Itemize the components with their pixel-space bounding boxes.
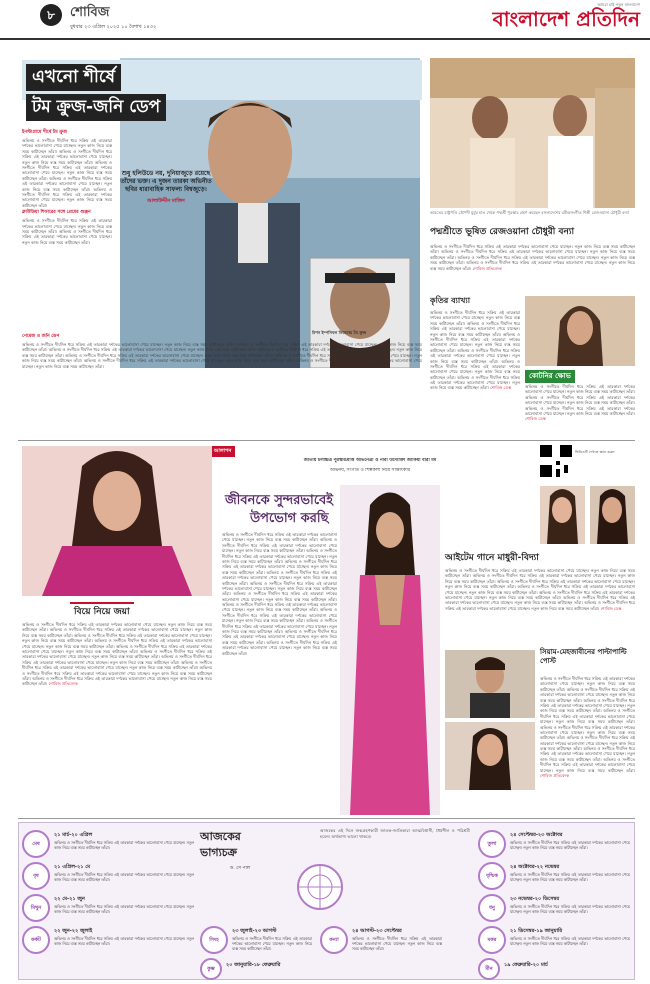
- horoscope-intro: আজকের এই দিনে জন্মগ্রহণকারী জাতক-জাতিকারা আত্মবিশ্বাসী, ধৈর্যশীল ও পরিশ্রমী হবেন। অর্থভাগ্য ভালো থাকবে।: [320, 828, 470, 839]
- sign-dates: ২২ জুন-২২ জুলাই: [54, 928, 93, 934]
- story6-paragraph: অভিনয় ও সংগীতে দীর্ঘদিন ধরে সক্রিয় এই তারকারা দর্শকের ভালোবাসা পেয়ে যাচ্ছেন। নতুন কাজ নিয়ে ব্যস্ত সময় কাটাচ্ছেন তাঁরা।: [22, 627, 212, 638]
- story7-paragraph: অভিনয় ও সংগীতে দীর্ঘদিন ধরে সক্রিয় এই তারকারা দর্শকের ভালোবাসা পেয়ে যাচ্ছেন। নতুন কাজ নিয়ে ব্যস্ত সময় কাটাচ্ছেন তাঁরা।: [445, 568, 635, 579]
- story3-paragraph: অভিনয় ও সংগীতে দীর্ঘদিন ধরে সক্রিয় এই তারকারা দর্শকের ভালোবাসা পেয়ে যাচ্ছেন। নতুন কাজ নিয়ে ব্যস্ত সময় কাটাচ্ছেন তাঁরা।: [430, 310, 520, 326]
- sign-dates: ২২ মে-২১ জুন: [54, 896, 85, 902]
- sign-text: অভিনয় ও সংগীতে দীর্ঘদিন ধরে সক্রিয় এই তারকারা দর্শকের ভালোবাসা পেয়ে যাচ্ছেন। নতুন কাজ নিয়ে ব্যস্ত সময় কাটাচ্ছেন তাঁরা।: [54, 840, 194, 851]
- zodiac-cancer-icon: কর্কট: [22, 926, 50, 954]
- divider: [18, 818, 635, 819]
- story1-paragraph: অভিনয় ও সংগীতে দীর্ঘদিন ধরে সক্রিয় এই তারকারা দর্শকের ভালোবাসা পেয়ে যাচ্ছেন। নতুন কাজ নিয়ে ব্যস্ত সময় কাটাচ্ছেন তাঁরা।: [22, 342, 235, 348]
- divider: [18, 440, 635, 441]
- sign-dates: ২৪ আগস্ট-২৩ সেপ্টেম্বর: [352, 928, 402, 934]
- ad-line-2: অভিনয়, সংগীত ও শিল্পকলা নিয়ে সাক্ষাৎকার: [329, 468, 411, 473]
- story8-paragraph: অভিনয় ও সংগীতে দীর্ঘদিন ধরে সক্রিয় এই তারকারা দর্শকের ভালোবাসা পেয়ে যাচ্ছেন। নতুন কাজ নিয়ে ব্যস্ত সময় কাটাচ্ছেন তাঁরা।: [540, 756, 635, 773]
- zodiac-wheel-icon: [290, 862, 350, 912]
- story8-paragraph: অভিনয় ও সংগীতে দীর্ঘদিন ধরে সক্রিয় এই তারকারা দর্শকের ভালোবাসা পেয়ে যাচ্ছেন। নতুন কাজ নিয়ে ব্যস্ত সময় কাটাচ্ছেন তাঁরা।: [540, 708, 635, 725]
- section-name: শোবিজ: [70, 5, 110, 20]
- story4-paragraph: অভিনয় ও সংগীতে দীর্ঘদিন ধরে সক্রিয় এই তারকারা দর্শকের ভালোবাসা পেয়ে যাচ্ছেন। নতুন কাজ নিয়ে ব্যস্ত সময় কাটাচ্ছেন তাঁরা।: [525, 405, 635, 416]
- story1-paragraph: অভিনয় ও সংগীতে দীর্ঘদিন ধরে সক্রিয় এই তারকারা দর্শকের ভালোবাসা পেয়ে যাচ্ছেন। নতুন কাজ নিয়ে ব্যস্ত সময় কাটাচ্ছেন তাঁরা।: [65, 352, 274, 358]
- story5-paragraph: অভিনয় ও সংগীতে দীর্ঘদিন ধরে সক্রিয় এই তারকারা দর্শকের ভালোবাসা পেয়ে যাচ্ছেন। নতুন কাজ নিয়ে ব্যস্ত সময় কাটাচ্ছেন তাঁরা।: [222, 580, 337, 597]
- logo-tagline: আমরা চাই নতুন বাংলাদেশ: [597, 2, 640, 7]
- story1-paragraph: অভিনয় ও সংগীতে দীর্ঘদিন ধরে সক্রিয় এই তারকারা দর্শকের ভালোবাসা পেয়ে যাচ্ছেন। নতুন কাজ নিয়ে ব্যস্ত সময় কাটাচ্ছেন তাঁরা।: [22, 175, 112, 192]
- kriti-photo: [525, 296, 635, 366]
- story2-caption: ভারতের রাষ্ট্রপতি দ্রৌপদী মুর্মুর হাত থেকে পদ্মশ্রী পুরস্কার গ্রহণ করছেন বাংলাদেশের রবীন্দ্রসংগীত শিল্পী রেজওয়ানা চৌধুরী বন্যা: [430, 210, 630, 215]
- story1-paragraph: অভিনয় ও সংগীতে দীর্ঘদিন ধরে সক্রিয় এই তারকারা দর্শকের ভালোবাসা পেয়ে যাচ্ছেন। নতুন কাজ নিয়ে ব্যস্ত সময় কাটাচ্ছেন তাঁরা।: [22, 342, 422, 353]
- story7-paragraph: অভিনয় ও সংগীতে দীর্ঘদিন ধরে সক্রিয় এই তারকারা দর্শকের ভালোবাসা পেয়ে যাচ্ছেন। নতুন কাজ নিয়ে ব্যস্ত সময় কাটাচ্ছেন তাঁরা।: [445, 600, 635, 611]
- ad-line-1: জাতীয় চলচ্চিত্র পুরস্কারপ্রাপ্ত অভিনেত্রী ও নারী উদ্যোক্তা জাকিয়া বারী মম: [303, 458, 437, 463]
- story5-paragraph: অভিনয় ও সংগীতে দীর্ঘদিন ধরে সক্রিয় এই তারকারা দর্শকের ভালোবাসা পেয়ে যাচ্ছেন। নতুন কাজ নিয়ে ব্যস্ত সময় কাটাচ্ছেন তাঁরা।: [222, 537, 337, 554]
- story6-byline: শোবিজ প্রতিবেদক: [48, 681, 78, 687]
- sign-dates: ২৩ নভেম্বর-২০ ডিসেম্বর: [510, 896, 560, 902]
- story5-paragraph: অভিনয় ও সংগীতে দীর্ঘদিন ধরে সক্রিয় এই তারকারা দর্শকের ভালোবাসা পেয়ে যাচ্ছেন। নতুন কাজ নিয়ে ব্যস্ত সময় কাটাচ্ছেন তাঁরা।: [222, 569, 337, 586]
- story7-paragraph: অভিনয় ও সংগীতে দীর্ঘদিন ধরে সক্রিয় এই তারকারা দর্শকের ভালোবাসা পেয়ে যাচ্ছেন। নতুন কাজ নিয়ে ব্যস্ত সময় কাটাচ্ছেন তাঁরা।: [445, 584, 635, 595]
- story1-paragraph: অভিনয় ও সংগীতে দীর্ঘদিন ধরে সক্রিয় এই তারকারা দর্শকের ভালোবাসা পেয়ে যাচ্ছেন। নতুন কাজ নিয়ে ব্যস্ত সময় কাটাচ্ছেন তাঁরা।: [22, 347, 422, 358]
- zodiac-aries-icon: মেষ: [22, 830, 50, 858]
- story1-subhead-1: ইনস্টাগ্রামে শীর্ষে টম ক্রুজ: [22, 130, 68, 135]
- zodiac-leo-icon: সিংহ: [200, 926, 228, 954]
- sign-dates: ২১ এপ্রিল-২১ মে: [54, 864, 91, 870]
- story7-byline: শোবিজ ডেস্ক: [600, 605, 622, 611]
- story1-caption-1: মিশন ইম্পসিবল সিনেমায় টম ক্রুজ: [312, 330, 367, 335]
- story2-paragraph: অভিনয় ও সংগীতে দীর্ঘদিন ধরে সক্রিয় এই তারকারা দর্শকের ভালোবাসা পেয়ে যাচ্ছেন। নতুন কাজ নিয়ে ব্যস্ত সময় কাটাচ্ছেন তাঁরা।: [430, 249, 635, 260]
- story7-paragraph: অভিনয় ও সংগীতে দীর্ঘদিন ধরে সক্রিয় এই তারকারা দর্শকের ভালোবাসা পেয়ে যাচ্ছেন। নতুন কাজ নিয়ে ব্যস্ত সময় কাটাচ্ছেন তাঁরা।: [445, 573, 635, 584]
- story3-paragraph: অভিনয় ও সংগীতে দীর্ঘদিন ধরে সক্রিয় এই তারকারা দর্শকের ভালোবাসা পেয়ে যাচ্ছেন। নতুন কাজ নিয়ে ব্যস্ত সময় কাটাচ্ছেন তাঁরা।: [430, 320, 520, 337]
- zodiac-virgo-icon: কন্যা: [320, 926, 348, 954]
- joya-photo: [22, 446, 212, 596]
- story5-headline-line2[interactable]: উপভোগ করছি: [250, 511, 329, 526]
- story4-paragraph: অভিনয় ও সংগীতে দীর্ঘদিন ধরে সক্রিয় এই তারকারা দর্শকের ভালোবাসা পেয়ে যাচ্ছেন। নতুন কাজ নিয়ে ব্যস্ত সময় কাটাচ্ছেন তাঁরা।: [525, 394, 635, 406]
- zodiac-libra-icon: তুলা: [478, 830, 506, 858]
- story8-headline[interactable]: সিয়াম-মেহজাবীনের পাল্টাপাল্টি পোস্ট: [540, 648, 627, 666]
- story3-body: [430, 310, 520, 430]
- story6-paragraph: অভিনয় ও সংগীতে দীর্ঘদিন ধরে সক্রিয় এই তারকারা দর্শকের ভালোবাসা পেয়ে যাচ্ছেন। নতুন কাজ নিয়ে ব্যস্ত সময় কাটাচ্ছেন তাঁরা।: [22, 654, 212, 665]
- story3-paragraph: অভিনয় ও সংগীতে দীর্ঘদিন ধরে সক্রিয় এই তারকারা দর্শকের ভালোবাসা পেয়ে যাচ্ছেন। নতুন কাজ নিয়ে ব্যস্ত সময় কাটাচ্ছেন তাঁরা।: [430, 331, 520, 353]
- newspaper-logo[interactable]: বাংলাদেশ প্রতিদিন: [492, 7, 640, 31]
- story4-body: [525, 384, 635, 434]
- horoscope-title-line2: ভাগ্যচক্র: [200, 846, 237, 859]
- story6-headline[interactable]: বিয়ে নিয়ে জয়া: [70, 602, 134, 620]
- story6-body: [22, 622, 212, 812]
- story1-paragraph: অভিনয় ও সংগীতে দীর্ঘদিন ধরে সক্রিয় এই তারকারা দর্শকের ভালোবাসা পেয়ে যাচ্ছেন। নতুন কাজ নিয়ে ব্যস্ত সময় কাটাচ্ছেন তাঁরা।: [48, 347, 257, 353]
- story5-body-left: [222, 532, 337, 812]
- sign-text: অভিনয় ও সংগীতে দীর্ঘদিন ধরে সক্রিয় এই তারকারা দর্শকের ভালোবাসা পেয়ে যাচ্ছেন। নতুন কাজ নিয়ে ব্যস্ত সময় কাটাচ্ছেন তাঁরা।: [352, 936, 442, 952]
- story1-bottom-text: [22, 332, 422, 422]
- story2-byline: শোবিজ প্রতিবেদক: [472, 265, 502, 271]
- sign-dates: ২৩ জুলাই-২৩ আগস্ট: [232, 928, 277, 934]
- zodiac-gemini-icon: মিথুন: [22, 894, 50, 922]
- story7-paragraph: অভিনয় ও সংগীতে দীর্ঘদিন ধরে সক্রিয় এই তারকারা দর্শকের ভালোবাসা পেয়ে যাচ্ছেন। নতুন কাজ নিয়ে ব্যস্ত সময় কাটাচ্ছেন তাঁরা।: [445, 594, 635, 606]
- sign-text: অভিনয় ও সংগীতে দীর্ঘদিন ধরে সক্রিয় এই তারকারা দর্শকের ভালোবাসা পেয়ে যাচ্ছেন। নতুন কাজ নিয়ে ব্যস্ত সময় কাটাচ্ছেন তাঁরা।: [510, 840, 630, 851]
- story2-body: [430, 244, 635, 284]
- story5-paragraph: অভিনয় ও সংগীতে দীর্ঘদিন ধরে সক্রিয় এই তারকারা দর্শকের ভালোবাসা পেয়ে যাচ্ছেন। নতুন কাজ নিয়ে ব্যস্ত সময় কাটাচ্ছেন তাঁরা।: [222, 607, 337, 624]
- sign-dates: ২৪ সেপ্টেম্বর-২৩ অক্টোবর: [510, 832, 563, 838]
- qr-code[interactable]: [540, 445, 572, 477]
- actress-portrait: [340, 485, 440, 815]
- story6-paragraph: অভিনয় ও সংগীতে দীর্ঘদিন ধরে সক্রিয় এই তারকারা দর্শকের ভালোবাসা পেয়ে যাচ্ছেন। নতুন কাজ নিয়ে ব্যস্ত সময় কাটাচ্ছেন তাঁরা।: [22, 648, 212, 660]
- story4-byline: শোবিজ ডেস্ক: [525, 416, 546, 422]
- story1-paragraph: অভিনয় ও সংগীতে দীর্ঘদিন ধরে সক্রিয় এই তারকারা দর্শকের ভালোবাসা পেয়ে যাচ্ছেন। নতুন কাজ নিয়ে ব্যস্ত সময় কাটাচ্ছেন তাঁরা।: [22, 138, 112, 154]
- zodiac-capricorn-icon: মকর: [478, 926, 506, 954]
- sign-dates: ১৯ ফেব্রুয়ারি-২০ মার্চ: [504, 962, 548, 968]
- story8-paragraph: অভিনয় ও সংগীতে দীর্ঘদিন ধরে সক্রিয় এই তারকারা দর্শকের ভালোবাসা পেয়ে যাচ্ছেন। নতুন কাজ নিয়ে ব্যস্ত সময় কাটাচ্ছেন তাঁরা।: [540, 697, 635, 714]
- story2-headline[interactable]: পদ্মশ্রীতে ভূষিত রেজওয়ানা চৌধুরী বন্যা: [430, 227, 575, 237]
- story1-headline-line1[interactable]: এখনো শীর্ষে: [26, 64, 121, 91]
- story5-paragraph: অভিনয় ও সংগীতে দীর্ঘদিন ধরে সক্রিয় এই তারকারা দর্শকের ভালোবাসা পেয়ে যাচ্ছেন। নতুন কাজ নিয়ে ব্যস্ত সময় কাটাচ্ছেন তাঁরা।: [222, 618, 337, 635]
- story8-byline: শোবিজ প্রতিবেদক: [540, 773, 570, 779]
- story1-paragraph: অভিনয় ও সংগীতে দীর্ঘদিন ধরে সক্রিয় এই তারকারা দর্শকের ভালোবাসা পেয়ে যাচ্ছেন। নতুন কাজ নিয়ে ব্যস্ত সময় কাটাচ্ছেন তাঁরা।: [22, 358, 422, 369]
- story6-paragraph: অভিনয় ও সংগীতে দীর্ঘদিন ধরে সক্রিয় এই তারকারা দর্শকের ভালোবাসা পেয়ে যাচ্ছেন। নতুন কাজ নিয়ে ব্যস্ত সময় কাটাচ্ছেন তাঁরা।: [22, 665, 212, 681]
- zodiac-pisces-icon: মীন: [478, 958, 500, 980]
- page-header: [0, 0, 650, 40]
- zodiac-scorpio-icon: বৃশ্চিক: [478, 862, 506, 890]
- mehazabien-photo: [445, 722, 535, 790]
- pull-quote-author: আলাউদ্দীন মাজিদ: [147, 198, 185, 205]
- story1-paragraph: অভিনয় ও সংগীতে দীর্ঘদিন ধরে সক্রিয় এই তারকারা দর্শকের ভালোবাসা পেয়ে যাচ্ছেন। নতুন কাজ নিয়ে ব্যস্ত সময় কাটাচ্ছেন তাঁরা।: [22, 148, 112, 165]
- sign-text: অভিনয় ও সংগীতে দীর্ঘদিন ধরে সক্রিয় এই তারকারা দর্শকের ভালোবাসা পেয়ে যাচ্ছেন। নতুন কাজ নিয়ে ব্যস্ত সময় কাটাচ্ছেন তাঁরা।: [54, 936, 194, 947]
- story6-paragraph: অভিনয় ও সংগীতে দীর্ঘদিন ধরে সক্রিয় এই তারকারা দর্শকের ভালোবাসা পেয়ে যাচ্ছেন। নতুন কাজ নিয়ে ব্যস্ত সময় কাটাচ্ছেন তাঁরা।: [22, 659, 212, 671]
- sign-dates: ২১ ডিসেম্বর-১৯ জানুয়ারি: [510, 928, 563, 934]
- story1-headline-line2[interactable]: টম ক্রুজ-জনি ডেপ: [26, 94, 166, 121]
- story3-paragraph: অভিনয় ও সংগীতে দীর্ঘদিন ধরে সক্রিয় এই তারকারা দর্শকের ভালোবাসা পেয়ে যাচ্ছেন। নতুন কাজ নিয়ে ব্যস্ত সময় কাটাচ্ছেন তাঁরা।: [430, 374, 520, 391]
- story5-paragraph: অভিনয় ও সংগীতে দীর্ঘদিন ধরে সক্রিয় এই তারকারা দর্শকের ভালোবাসা পেয়ে যাচ্ছেন। নতুন কাজ নিয়ে ব্যস্ত সময় কাটাচ্ছেন তাঁরা।: [222, 558, 337, 575]
- sign-text: অভিনয় ও সংগীতে দীর্ঘদিন ধরে সক্রিয় এই তারকারা দর্শকের ভালোবাসা পেয়ে যাচ্ছেন। নতুন কাজ নিয়ে ব্যস্ত সময় কাটাচ্ছেন তাঁরা।: [54, 872, 194, 883]
- story5-paragraph: অভিনয় ও সংগীতে দীর্ঘদিন ধরে সক্রিয় এই তারকারা দর্শকের ভালোবাসা পেয়ে যাচ্ছেন। নতুন কাজ নিয়ে ব্যস্ত সময় কাটাচ্ছেন তাঁরা।: [222, 639, 337, 656]
- story7-paragraph: অভিনয় ও সংগীতে দীর্ঘদিন ধরে সক্রিয় এই তারকারা দর্শকের ভালোবাসা পেয়ে যাচ্ছেন। নতুন কাজ নিয়ে ব্যস্ত সময় কাটাচ্ছেন তাঁরা।: [445, 589, 635, 600]
- story5-headline-line1[interactable]: জীবনকে সুন্দরভাবেই: [225, 493, 334, 508]
- story7-paragraph: অভিনয় ও সংগীতে দীর্ঘদিন ধরে সক্রিয় এই তারকারা দর্শকের ভালোবাসা পেয়ে যাচ্ছেন। নতুন কাজ নিয়ে ব্যস্ত সময় কাটাচ্ছেন তাঁরা।: [445, 578, 635, 590]
- story5-paragraph: অভিনয় ও সংগীতে দীর্ঘদিন ধরে সক্রিয় এই তারকারা দর্শকের ভালোবাসা পেয়ে যাচ্ছেন। নতুন কাজ নিয়ে ব্যস্ত সময় কাটাচ্ছেন তাঁরা।: [222, 602, 337, 613]
- horoscope-title-line1: আজকের: [200, 830, 241, 843]
- pull-quote-text: শুধু হলিউডে নয়, দুনিয়াজুড়ে রয়েছে তাঁদের ভক্ত। এ দুজন তারকা অভিনীত ছবির ধারাবাহিক সাফল্য বিশ্বজুড়ে।: [120, 170, 212, 194]
- story6-paragraph: অভিনয় ও সংগীতে দীর্ঘদিন ধরে সক্রিয় এই তারকারা দর্শকের ভালোবাসা পেয়ে যাচ্ছেন। নতুন কাজ নিয়ে ব্যস্ত সময় কাটাচ্ছেন তাঁরা।: [22, 675, 212, 687]
- qr-label: ভিডিওটি দেখতে স্ক্যান করুন: [575, 450, 615, 454]
- siam-photo: [445, 650, 535, 718]
- pull-quote: [116, 170, 216, 290]
- sign-text: অভিনয় ও সংগীতে দীর্ঘদিন ধরে সক্রিয় এই তারকারা দর্শকের ভালোবাসা পেয়ে যাচ্ছেন। নতুন কাজ নিয়ে ব্যস্ত সময় কাটাচ্ছেন তাঁরা।: [510, 904, 630, 915]
- story8-body: [540, 676, 635, 806]
- sign-text: অভিনয় ও সংগীতে দীর্ঘদিন ধরে সক্রিয় এই তারকারা দর্শকের ভালোবাসা পেয়ে যাচ্ছেন। নতুন কাজ নিয়ে ব্যস্ত সময় কাটাচ্ছেন তাঁরা।: [510, 872, 630, 883]
- story1-paragraph: অভিনয় ও সংগীতে দীর্ঘদিন ধরে সক্রিয় এই তারকারা দর্শকের ভালোবাসা পেয়ে যাচ্ছেন। নতুন কাজ নিয়ে ব্যস্ত সময় কাটাচ্ছেন তাঁরা।: [22, 186, 112, 208]
- zodiac-taurus-icon: বৃষ: [22, 862, 50, 890]
- story3-paragraph: অভিনয় ও সংগীতে দীর্ঘদিন ধরে সক্রিয় এই তারকারা দর্শকের ভালোবাসা পেয়ে যাচ্ছেন। নতুন কাজ নিয়ে ব্যস্ত সময় কাটাচ্ছেন তাঁরা।: [430, 358, 520, 380]
- story1-paragraph: অভিনয় ও সংগীতে দীর্ঘদিন ধরে সক্রিয় এই তারকারা দর্শকের ভালোবাসা পেয়ে যাচ্ছেন। নতুন কাজ নিয়ে ব্যস্ত সময় কাটাচ্ছেন তাঁরা।: [83, 358, 295, 364]
- story4-paragraph: অভিনয় ও সংগীতে দীর্ঘদিন ধরে সক্রিয় এই তারকারা দর্শকের ভালোবাসা পেয়ে যাচ্ছেন। নতুন কাজ নিয়ে ব্যস্ত সময় কাটাচ্ছেন তাঁরা।: [525, 384, 635, 395]
- story5-paragraph: অভিনয় ও সংগীতে দীর্ঘদিন ধরে সক্রিয় এই তারকারা দর্শকের ভালোবাসা পেয়ে যাচ্ছেন। নতুন কাজ নিয়ে ব্যস্ত সময় কাটাচ্ছেন তাঁরা।: [222, 532, 337, 543]
- story2-paragraph: অভিনয় ও সংগীতে দীর্ঘদিন ধরে সক্রিয় এই তারকারা দর্শকের ভালোবাসা পেয়ে যাচ্ছেন। নতুন কাজ নিয়ে ব্যস্ত সময় কাটাচ্ছেন তাঁরা।: [430, 244, 635, 255]
- story1-paragraph: অভিনয় ও সংগীতে দীর্ঘদিন ধরে সক্রিয় এই তারকারা দর্শকের ভালোবাসা পেয়ে যাচ্ছেন। নতুন কাজ নিয়ে ব্যস্ত সময় কাটাচ্ছেন তাঁরা।: [22, 228, 112, 245]
- story8-paragraph: অভিনয় ও সংগীতে দীর্ঘদিন ধরে সক্রিয় এই তারকারা দর্শকের ভালোবাসা পেয়ে যাচ্ছেন। নতুন কাজ নিয়ে ব্যস্ত সময় কাটাচ্ছেন তাঁরা।: [540, 676, 635, 692]
- story2-paragraph: অভিনয় ও সংগীতে দীর্ঘদিন ধরে সক্রিয় এই তারকারা দর্শকের ভালোবাসা পেয়ে যাচ্ছেন। নতুন কাজ নিয়ে ব্যস্ত সময় কাটাচ্ছেন তাঁরা।: [430, 254, 635, 266]
- story1-paragraph: অভিনয় ও সংগীতে দীর্ঘদিন ধরে সক্রিয় এই তারকারা দর্শকের ভালোবাসা পেয়ে যাচ্ছেন। নতুন কাজ নিয়ে ব্যস্ত সময় কাটাচ্ছেন তাঁরা।: [22, 159, 112, 181]
- vidya-photo: [590, 486, 635, 544]
- zodiac-sagittarius-icon: ধনু: [478, 894, 506, 922]
- sign-dates: ২১ মার্চ-২০ এপ্রিল: [54, 832, 93, 838]
- story4-headline[interactable]: কোটনির ক্ষোভ: [525, 370, 575, 383]
- madhuri-photo: [540, 486, 585, 544]
- story1-subhead-3: পেরেজ ও জনি ডেপ: [22, 334, 60, 339]
- story6-paragraph: অভিনয় ও সংগীতে দীর্ঘদিন ধরে সক্রিয় এই তারকারা দর্শকের ভালোবাসা পেয়ে যাচ্ছেন। নতুন কাজ নিয়ে ব্যস্ত সময় কাটাচ্ছেন তাঁরা।: [22, 632, 212, 644]
- sign-text: অভিনয় ও সংগীতে দীর্ঘদিন ধরে সক্রিয় এই তারকারা দর্শকের ভালোবাসা পেয়ে যাচ্ছেন। নতুন কাজ নিয়ে ব্যস্ত সময় কাটাচ্ছেন তাঁরা।: [232, 936, 312, 952]
- horoscope-author: ড. সেঁ পাল: [230, 866, 251, 871]
- story6-paragraph: অভিনয় ও সংগীতে দীর্ঘদিন ধরে সক্রিয় এই তারকারা দর্শকের ভালোবাসা পেয়ে যাচ্ছেন। নতুন কাজ নিয়ে ব্যস্ত সময় কাটাচ্ছেন তাঁরা।: [22, 638, 212, 649]
- story7-headline[interactable]: আইটেম গানে মাধুরী-বিদ্যা: [445, 553, 539, 563]
- story5-paragraph: অভিনয় ও সংগীতে দীর্ঘদিন ধরে সক্রিয় এই তারকারা দর্শকের ভালোবাসা পেয়ে যাচ্ছেন। নতুন কাজ নিয়ে ব্যস্ত সময় কাটাচ্ছেন তাঁরা।: [222, 629, 337, 645]
- story8-paragraph: অভিনয় ও সংগীতে দীর্ঘদিন ধরে সক্রিয় এই তারকারা দর্শকের ভালোবাসা পেয়ে যাচ্ছেন। নতুন কাজ নিয়ে ব্যস্ত সময় কাটাচ্ছেন তাঁরা।: [540, 724, 635, 741]
- story7-body: [445, 568, 635, 640]
- sign-text: অভিনয় ও সংগীতে দীর্ঘদিন ধরে সক্রিয় এই তারকারা দর্শকের ভালোবাসা পেয়ে যাচ্ছেন। নতুন কাজ নিয়ে ব্যস্ত সময় কাটাচ্ছেন তাঁরা।: [54, 904, 194, 915]
- story6-paragraph: অভিনয় ও সংগীতে দীর্ঘদিন ধরে সক্রিয় এই তারকারা দর্শকের ভালোবাসা পেয়ে যাচ্ছেন। নতুন কাজ নিয়ে ব্যস্ত সময় কাটাচ্ছেন তাঁরা।: [22, 622, 212, 633]
- story1-paragraph: অভিনয় ও সংগীতে দীর্ঘদিন ধরে সক্রিয় এই তারকারা দর্শকের ভালোবাসা পেয়ে যাচ্ছেন। নতুন কাজ নিয়ে ব্যস্ত সময় কাটাচ্ছেন তাঁরা।: [22, 352, 422, 364]
- ad-tag: আলাপন: [210, 446, 235, 457]
- dateline: বুধবার ২৩ এপ্রিল ২০২৫ ১০ বৈশাখ ১৪৩২: [70, 24, 157, 30]
- story8-paragraph: অভিনয় ও সংগীতে দীর্ঘদিন ধরে সক্রিয় এই তারকারা দর্শকের ভালোবাসা পেয়ে যাচ্ছেন। নতুন কাজ নিয়ে ব্যস্ত সময় কাটাচ্ছেন তাঁরা।: [540, 735, 635, 752]
- page-number: ৮: [40, 4, 62, 26]
- story6-paragraph: অভিনয় ও সংগীতে দীর্ঘদিন ধরে সক্রিয় এই তারকারা দর্শকের ভালোবাসা পেয়ে যাচ্ছেন। নতুন কাজ নিয়ে ব্যস্ত সময় কাটাচ্ছেন তাঁরা।: [22, 643, 212, 654]
- story8-paragraph: অভিনয় ও সংগীতে দীর্ঘদিন ধরে সক্রিয় এই তারকারা দর্শকের ভালোবাসা পেয়ে যাচ্ছেন। নতুন কাজ নিয়ে ব্যস্ত সময় কাটাচ্ছেন তাঁরা।: [540, 686, 635, 703]
- story1-paragraph: অভিনয় ও সংগীতে দীর্ঘদিন ধরে সক্রিয় এই তারকারা দর্শকের ভালোবাসা পেয়ে যাচ্ছেন। নতুন কাজ নিয়ে ব্যস্ত সময় কাটাচ্ছেন তাঁরা।: [22, 218, 112, 234]
- sign-dates: ২৪ অক্টোবর-২২ নভেম্বর: [510, 864, 560, 870]
- story5-paragraph: অভিনয় ও সংগীতে দীর্ঘদিন ধরে সক্রিয় এই তারকারা দর্শকের ভালোবাসা পেয়ে যাচ্ছেন। নতুন কাজ নিয়ে ব্যস্ত সময় কাটাচ্ছেন তাঁরা।: [222, 548, 337, 564]
- story3-paragraph: অভিনয় ও সংগীতে দীর্ঘদিন ধরে সক্রিয় এই তারকারা দর্শকের ভালোবাসা পেয়ে যাচ্ছেন। নতুন কাজ নিয়ে ব্যস্ত সময় কাটাচ্ছেন তাঁরা।: [430, 347, 520, 364]
- story5-paragraph: অভিনয় ও সংগীতে দীর্ঘদিন ধরে সক্রিয় এই তারকারা দর্শকের ভালোবাসা পেয়ে যাচ্ছেন। নতুন কাজ নিয়ে ব্যস্ত সময় কাটাচ্ছেন তাঁরা।: [222, 591, 337, 602]
- award-ceremony-photo: [430, 58, 635, 208]
- story1-subhead-2: ক্লাউডিয়া শিফারের সঙ্গে প্রেমের গুঞ্জন: [22, 210, 91, 216]
- story3-headline[interactable]: কৃতির ব্যাখ্যা: [430, 296, 471, 305]
- sign-text: অভিনয় ও সংগীতে দীর্ঘদিন ধরে সক্রিয় এই তারকারা দর্শকের ভালোবাসা পেয়ে যাচ্ছেন। নতুন কাজ নিয়ে ব্যস্ত সময় কাটাচ্ছেন তাঁরা।: [510, 936, 630, 947]
- zodiac-aquarius-icon: কুম্ভ: [200, 958, 222, 980]
- story3-byline: শোবিজ ডেস্ক: [490, 385, 512, 391]
- story8-paragraph: অভিনয় ও সংগীতে দীর্ঘদিন ধরে সক্রিয় এই তারকারা দর্শকের ভালোবাসা পেয়ে যাচ্ছেন। নতুন কাজ নিয়ে ব্যস্ত সময় কাটাচ্ছেন তাঁরা।: [540, 746, 635, 762]
- story2-paragraph: অভিনয় ও সংগীতে দীর্ঘদিন ধরে সক্রিয় এই তারকারা দর্শকের ভালোবাসা পেয়ে যাচ্ছেন। নতুন কাজ নিয়ে ব্যস্ত সময় কাটাচ্ছেন তাঁরা।: [430, 260, 635, 271]
- sign-dates: ২০ জানুয়ারি-১৮ ফেব্রুয়ারি: [226, 962, 281, 968]
